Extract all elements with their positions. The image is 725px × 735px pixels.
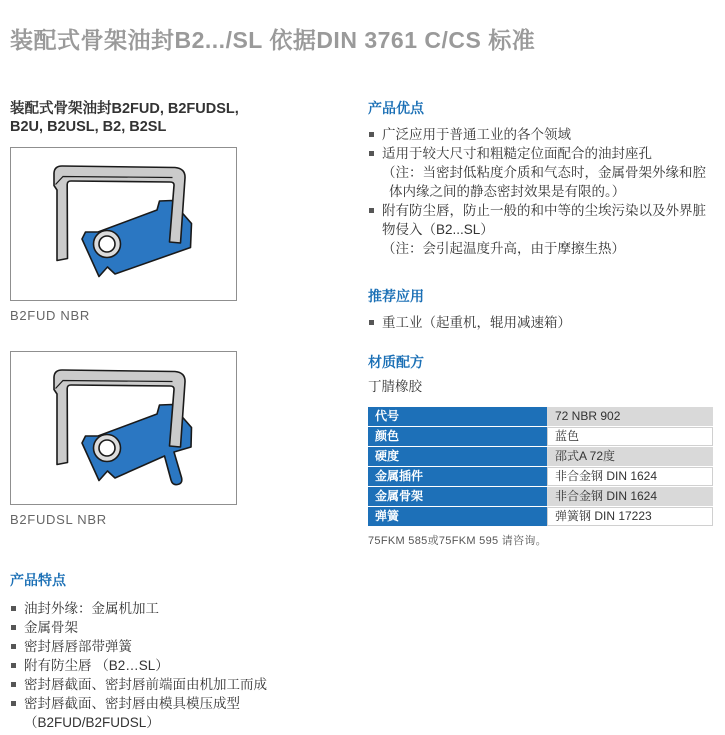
list-item: [368, 313, 714, 332]
list-item-continuation: （注：会引起温度升高，由于摩擦生热）: [382, 241, 625, 256]
page-title: 装配式骨架油封B2.../SL 依据DIN 3761 C/CS 标准: [10, 27, 536, 53]
left-column: [10, 100, 360, 732]
spec-value-cell: 72 NBR 902: [547, 407, 713, 426]
list-item-text: 密封唇截面、密封唇由模具模压成型: [24, 696, 240, 711]
bullet-square-icon: [369, 208, 374, 213]
figure-box-b2fudsl: [10, 351, 237, 505]
spec-label-cell: 金属插件: [368, 467, 547, 486]
product-title: [10, 100, 360, 136]
list-item-continuation: 物侵入（B2...SL）: [382, 222, 494, 237]
table-row: [368, 507, 713, 526]
spec-label-cell: 硬度: [368, 447, 547, 466]
table-row: [368, 487, 713, 506]
spec-value-cell: 非合金钢 DIN 1624: [547, 467, 713, 486]
spring-inner-circle: [99, 236, 115, 252]
list-item: [10, 656, 360, 675]
list-item-text: 广泛应用于普通工业的各个领域: [382, 127, 571, 142]
recommended-list: [368, 313, 714, 332]
list-item-text: 附有防尘唇，防止一般的和中等的尘埃污染以及外界脏: [382, 203, 706, 218]
recommended-section: [368, 288, 714, 332]
table-row: [368, 467, 713, 486]
product-title-line1: 装配式骨架油封B2FUD, B2FUDSL,: [10, 101, 239, 117]
figure-caption-b2fud: B2FUD NBR: [10, 308, 90, 323]
bullet-square-icon: [11, 663, 16, 668]
list-item: [10, 618, 360, 637]
spec-value-cell: 蓝色: [547, 427, 713, 446]
material-section: [368, 354, 714, 548]
list-item-text: 密封唇唇部带弹簧: [24, 639, 132, 654]
table-footnote: 75FKM 585或75FKM 595 请咨询。: [368, 535, 547, 547]
bullet-square-icon: [369, 132, 374, 137]
material-heading: 材质配方: [368, 354, 424, 370]
features-heading: 产品特点: [10, 572, 66, 588]
spec-label-cell: 代号: [368, 407, 547, 426]
seal-cross-section-b2fud-svg: [11, 148, 236, 300]
table-row: [368, 447, 713, 466]
bullet-square-icon: [11, 701, 16, 706]
spec-value-cell: 邵式A 72度: [547, 447, 713, 466]
list-item-continuation: （B2FUD/B2FUDSL）: [24, 715, 160, 730]
spec-value-cell: 非合金钢 DIN 1624: [547, 487, 713, 506]
bullet-square-icon: [11, 625, 16, 630]
list-item-text: 密封唇截面、密封唇前端面由机加工而成: [24, 677, 267, 692]
bullet-square-icon: [11, 606, 16, 611]
seal-cross-section-b2fudsl-svg: [11, 352, 236, 504]
compound-name: 丁腈橡胶: [368, 379, 422, 394]
list-item: [10, 675, 360, 694]
advantages-list: [368, 125, 714, 258]
figure-box-b2fud: [10, 147, 237, 301]
bullet-square-icon: [369, 320, 374, 325]
bullet-square-icon: [11, 644, 16, 649]
list-item: [10, 694, 360, 713]
figure-caption-b2fudsl: B2FUDSL NBR: [10, 512, 107, 527]
spec-label-cell: 颜色: [368, 427, 547, 446]
bullet-square-icon: [11, 682, 16, 687]
features-list: [10, 599, 360, 732]
bullet-square-icon: [369, 151, 374, 156]
list-item-text: 金属骨架: [24, 620, 78, 635]
spec-label-cell: 金属骨架: [368, 487, 547, 506]
list-item: [10, 637, 360, 656]
list-item-text: 适用于较大尺寸和粗糙定位面配合的油封座孔: [382, 146, 652, 161]
list-item-continuation: （注：当密封低粘度介质和气态时，金属骨架外缘和腔: [382, 165, 706, 180]
spec-label-cell: 弹簧: [368, 507, 547, 526]
list-item-text: 重工业（起重机，辊用减速箱）: [382, 315, 571, 330]
list-item: [368, 125, 714, 144]
product-title-line2: B2U, B2USL, B2, B2SL: [10, 119, 167, 135]
spring-inner-circle: [99, 440, 115, 456]
list-item: [10, 599, 360, 618]
spec-table: [368, 406, 713, 527]
spec-value-cell: 弹簧钢 DIN 17223: [547, 507, 713, 526]
list-item-continuation: 体内缘之间的静态密封效果是有限的。）: [389, 184, 626, 199]
features-section: [10, 572, 360, 732]
advantages-heading: 产品优点: [368, 100, 424, 116]
advantages-section: [368, 100, 714, 258]
list-item: [368, 201, 714, 220]
table-row: [368, 427, 713, 446]
list-item-text: 附有防尘唇 （B2…SL）: [24, 658, 169, 673]
list-item: [368, 144, 714, 163]
list-item-text: 油封外缘：金属机加工: [24, 601, 159, 616]
recommended-heading: 推荐应用: [368, 288, 424, 304]
right-column: [368, 100, 714, 548]
table-row: [368, 407, 713, 426]
